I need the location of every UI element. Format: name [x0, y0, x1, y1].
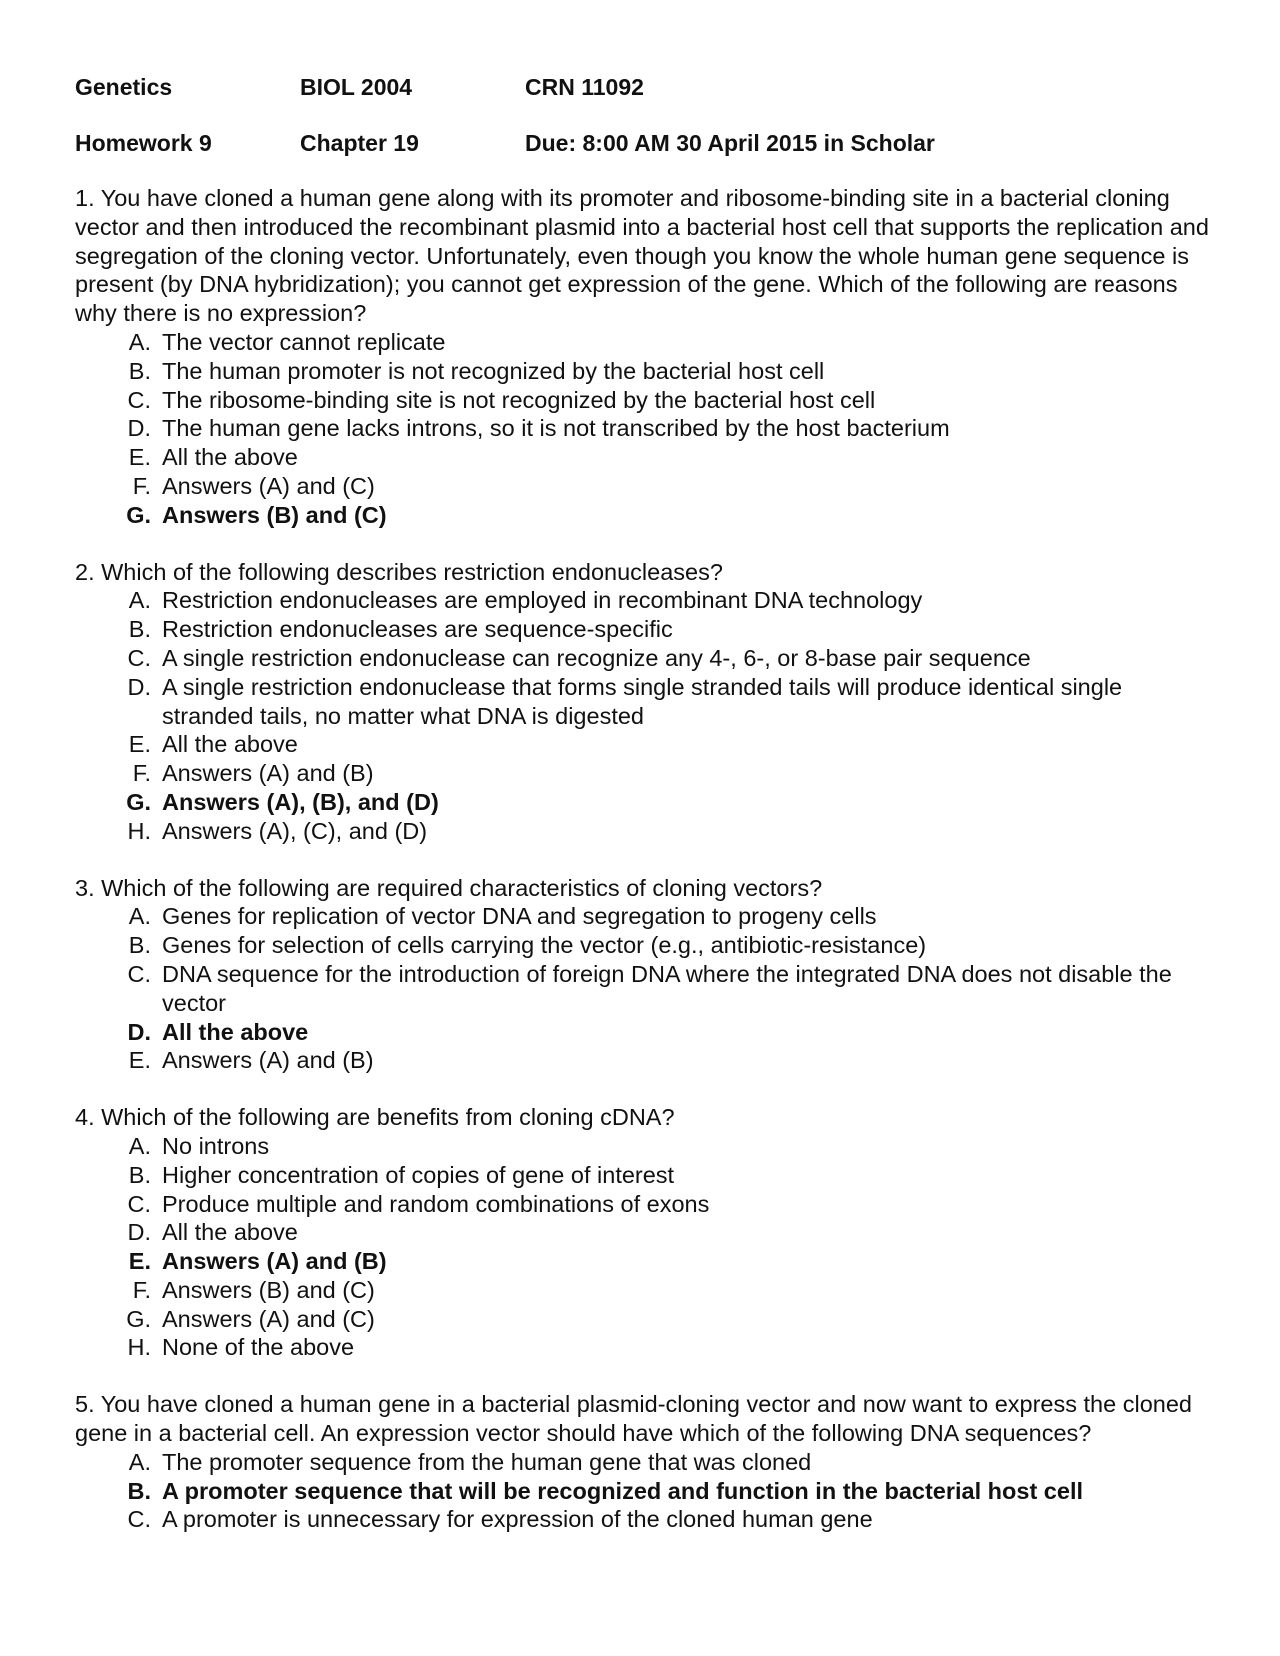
- option-text: Restriction endonucleases are sequence-specific: [162, 616, 673, 643]
- option-letter: G.: [126, 1305, 151, 1332]
- option-letter: B.: [128, 1161, 151, 1188]
- answer-option: [75, 472, 1215, 501]
- option-text: Higher concentration of copies of gene of interest: [162, 1161, 675, 1188]
- answer-option: [75, 1305, 1215, 1334]
- option-letter: B.: [128, 932, 151, 959]
- answer-options: [75, 1132, 1215, 1362]
- option-text: DNA sequence for the introduction of foreign DNA where the integrated DNA does not disable the vector: [162, 960, 1172, 1016]
- answer-option: [75, 817, 1215, 846]
- answer-option: [75, 902, 1215, 931]
- option-letter: F.: [132, 760, 151, 787]
- option-letter: E.: [128, 731, 151, 758]
- option-text: A promoter is unnecessary for expression of the cloned human gene: [162, 1506, 873, 1533]
- option-letter: H.: [127, 817, 151, 844]
- option-letter: E.: [128, 444, 151, 471]
- answer-option: [75, 357, 1215, 386]
- option-letter: B.: [128, 357, 151, 384]
- answer-option: [75, 1046, 1215, 1075]
- option-letter: A.: [128, 1448, 151, 1475]
- option-text: Genes for selection of cells carrying the vector (e.g., antibiotic-resistance): [162, 932, 927, 959]
- answer-option: [75, 443, 1215, 472]
- correct-answer-option: [75, 1247, 1215, 1276]
- due-date: Due: 8:00 AM 30 April 2015 in Scholar: [525, 130, 935, 156]
- option-letter: E.: [128, 1047, 151, 1074]
- option-text: Produce multiple and random combinations of exons: [162, 1190, 710, 1217]
- option-text: Answers (A) and (B): [162, 1248, 387, 1275]
- question-stem: 2. Which of the following describes restriction endonucleases?: [75, 558, 723, 585]
- answer-option: [75, 1218, 1215, 1247]
- option-text: Genes for replication of vector DNA and segregation to progeny cells: [162, 903, 877, 930]
- answer-options: [75, 902, 1215, 1075]
- option-letter: A.: [128, 903, 151, 930]
- question-stem: 5. You have cloned a human gene in a bacterial plasmid-cloning vector and now want to express the cloned gene in a bacterial cell. An expression vector should have which of the following DNA sequences?: [75, 1391, 1192, 1447]
- correct-answer-option: [75, 1018, 1215, 1047]
- option-text: No introns: [162, 1132, 270, 1159]
- option-text: The human gene lacks introns, so it is not transcribed by the host bacterium: [162, 415, 950, 442]
- answer-option: [75, 1276, 1215, 1305]
- option-letter: D.: [127, 1219, 151, 1246]
- option-text: All the above: [162, 1018, 309, 1045]
- option-text: The promoter sequence from the human gene that was cloned: [162, 1448, 812, 1475]
- option-text: Answers (A) and (B): [162, 760, 374, 787]
- question-4: [75, 1103, 1215, 1362]
- course-name: Genetics: [75, 74, 173, 100]
- answer-option: [75, 644, 1215, 673]
- option-text: Answers (B) and (C): [162, 501, 387, 528]
- option-text: All the above: [162, 731, 298, 758]
- answer-options: [75, 586, 1215, 845]
- option-text: A single restriction endonuclease can recognize any 4-, 6-, or 8-base pair sequence: [162, 644, 1031, 671]
- option-text: Answers (A), (C), and (D): [162, 817, 428, 844]
- correct-answer-option: [75, 501, 1215, 530]
- answer-option: [75, 673, 1215, 731]
- option-letter: D.: [127, 673, 151, 700]
- option-text: The human promoter is not recognized by the bacterial host cell: [162, 357, 825, 384]
- question-1: [75, 184, 1215, 530]
- answer-option: [75, 1448, 1215, 1477]
- answer-option: [75, 586, 1215, 615]
- option-text: All the above: [162, 1219, 298, 1246]
- option-text: A promoter sequence that will be recognized and function in the bacterial host cell: [162, 1477, 1083, 1504]
- option-letter: D.: [127, 415, 151, 442]
- course-code: BIOL 2004: [300, 74, 413, 100]
- option-letter: C.: [127, 960, 151, 987]
- answer-option: [75, 414, 1215, 443]
- answer-options: [75, 1448, 1215, 1534]
- option-letter: A.: [128, 1132, 151, 1159]
- question-stem: 3. Which of the following are required characteristics of cloning vectors?: [75, 874, 823, 901]
- option-text: Answers (A) and (B): [162, 1047, 374, 1074]
- option-letter: D.: [127, 1018, 151, 1045]
- homework-document: [75, 72, 1215, 1534]
- course-crn: CRN 11092: [525, 74, 644, 100]
- option-text: Answers (B) and (C): [162, 1276, 375, 1303]
- option-text: All the above: [162, 444, 298, 471]
- answer-options: [75, 328, 1215, 530]
- option-letter: H.: [127, 1334, 151, 1361]
- option-letter: E.: [128, 1248, 151, 1275]
- answer-option: [75, 730, 1215, 759]
- answer-option: [75, 759, 1215, 788]
- assignment-name: Homework 9: [75, 130, 212, 156]
- header-row-course: [75, 72, 1215, 102]
- option-text: A single restriction endonuclease that forms single stranded tails will produce identical single stranded tails, no matter what DNA is digested: [162, 673, 1123, 729]
- question-5: [75, 1390, 1215, 1534]
- option-text: The vector cannot replicate: [162, 328, 446, 355]
- option-letter: G.: [126, 501, 151, 528]
- option-text: Answers (A) and (C): [162, 1305, 375, 1332]
- option-letter: G.: [126, 788, 151, 815]
- answer-option: [75, 615, 1215, 644]
- option-letter: A.: [128, 587, 151, 614]
- option-text: Answers (A) and (C): [162, 472, 375, 499]
- answer-option: [75, 386, 1215, 415]
- question-stem: 4. Which of the following are benefits from cloning cDNA?: [75, 1104, 675, 1131]
- question-2: [75, 558, 1215, 846]
- answer-option: [75, 931, 1215, 960]
- answer-option: [75, 1505, 1215, 1534]
- option-letter: B.: [127, 1477, 151, 1504]
- answer-option: [75, 1190, 1215, 1219]
- correct-answer-option: [75, 788, 1215, 817]
- option-text: None of the above: [162, 1334, 355, 1361]
- answer-option: [75, 1132, 1215, 1161]
- option-letter: F.: [132, 472, 151, 499]
- option-letter: A.: [128, 328, 151, 355]
- option-text: The ribosome-binding site is not recognized by the bacterial host cell: [162, 386, 876, 413]
- option-letter: C.: [127, 1190, 151, 1217]
- answer-option: [75, 1333, 1215, 1362]
- option-text: Answers (A), (B), and (D): [162, 788, 439, 815]
- header-row-assignment: [75, 128, 1215, 158]
- option-letter: C.: [127, 386, 151, 413]
- option-letter: F.: [132, 1276, 151, 1303]
- answer-option: [75, 960, 1215, 1018]
- option-text: Restriction endonucleases are employed in recombinant DNA technology: [162, 587, 923, 614]
- option-letter: C.: [127, 644, 151, 671]
- chapter-label: Chapter 19: [300, 130, 419, 156]
- option-letter: C.: [127, 1506, 151, 1533]
- option-letter: B.: [128, 616, 151, 643]
- question-3: [75, 874, 1215, 1076]
- answer-option: [75, 1161, 1215, 1190]
- answer-option: [75, 328, 1215, 357]
- question-stem: 1. You have cloned a human gene along with its promoter and ribosome-binding site in a bacterial cloning vector and then introduced the recombinant plasmid into a bacterial host cell that supports the replication and segregation of the cloning vector. Unfortunately, even though you know the whole human gene sequence is present (by DNA hybridization); you cannot get expression of the gene. Which of the following are reasons why there is no expression?: [75, 185, 1209, 327]
- correct-answer-option: [75, 1477, 1215, 1506]
